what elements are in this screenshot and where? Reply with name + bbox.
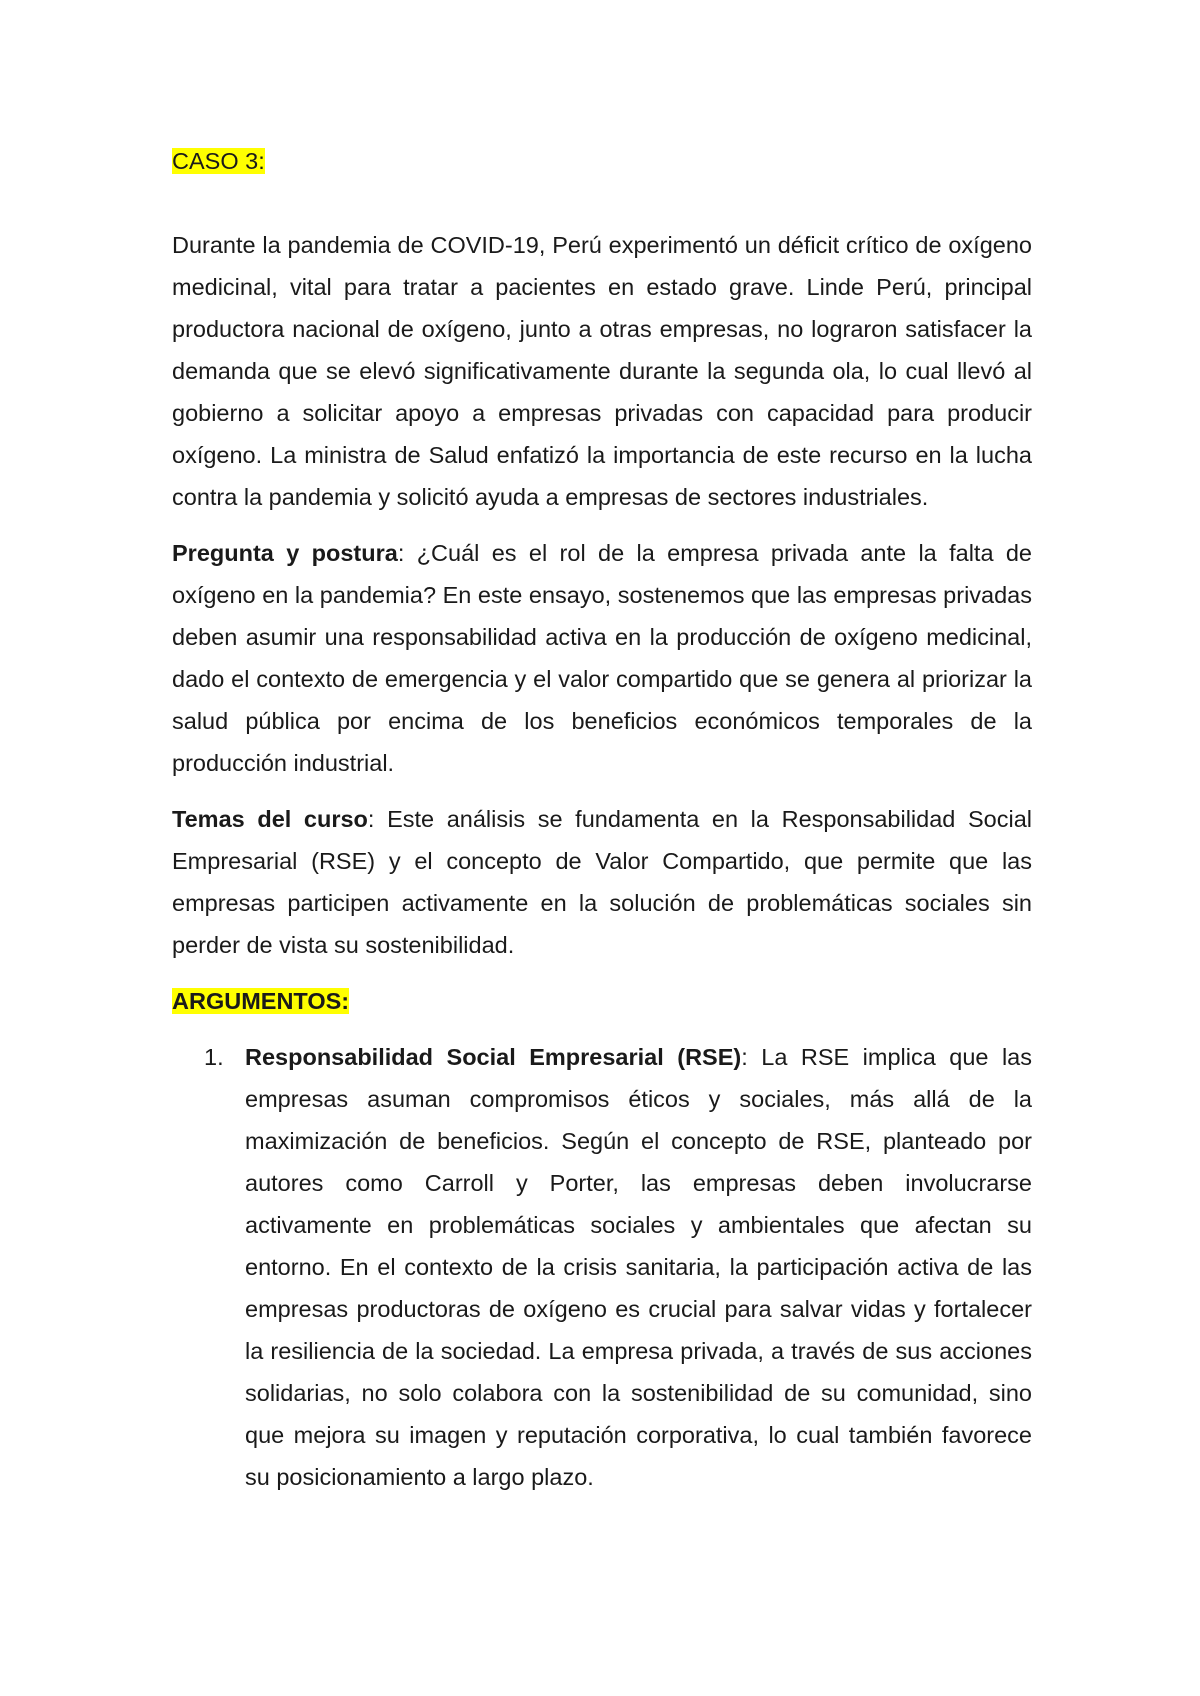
- question-label: Pregunta y postura: [172, 540, 398, 566]
- arguments-heading: [172, 980, 1032, 1022]
- topics-text: : Este análisis se fundamenta en la Responsabilidad Social Empresarial (RSE) y el concepto de Valor Compartido, que permite que las empresas participen activamente en la solución de problemáticas sociales sin perder de vista su sostenibilidad.: [172, 806, 1032, 958]
- argument-text: : La RSE implica que las empresas asuman compromisos éticos y sociales, más allá de la maximización de beneficios. Según el concepto de RSE, planteado por autores como Carroll y Porter, las empresas deben involucrarse activamente en problemáticas sociales y ambientales que afectan su entorno. En el contexto de la crisis sanitaria, la participación activa de las empresas productoras de oxígeno es crucial para salvar vidas y fortalecer la resiliencia de la sociedad. La empresa privada, a través de sus acciones solidarias, no solo colabora con la sostenibilidad de su comunidad, sino que mejora su imagen y reputación corporativa, lo cual también favorece su posicionamiento a largo plazo.: [245, 1044, 1033, 1490]
- case-title: [172, 140, 1032, 182]
- topics-label: Temas del curso: [172, 806, 368, 832]
- case-title-text: CASO 3:: [172, 148, 265, 174]
- intro-paragraph: Durante la pandemia de COVID-19, Perú experimentó un déficit crítico de oxígeno medicinal, vital para tratar a pacientes en estado grave. Linde Perú, principal productora nacional de oxígeno, junto a otras empresas, no lograron satisfacer la demanda que se elevó significativamente durante la segunda ola, lo cual llevó al gobierno a solicitar apoyo a empresas privadas con capacidad para producir oxígeno. La ministra de Salud enfatizó la importancia de este recurso en la lucha contra la pandemia y solicitó ayuda a empresas de sectores industriales.: [172, 232, 1032, 510]
- topics-paragraph: [172, 798, 1032, 966]
- document-body: [172, 140, 1032, 1498]
- question-paragraph: [172, 532, 1032, 784]
- argument-item: [172, 1036, 1032, 1498]
- argument-label: Responsabilidad Social Empresarial (RSE): [245, 1044, 742, 1070]
- argument-paragraph: [245, 1036, 1032, 1498]
- blank-line: [172, 182, 1032, 224]
- argument-number: 1.: [204, 1044, 224, 1070]
- question-text: : ¿Cuál es el rol de la empresa privada ante la falta de oxígeno en la pandemia? En este ensayo, sostenemos que las empresas privadas deben asumir una responsabilidad activa en la producción de oxígeno medicinal, dado el contexto de emergencia y el valor compartido que se genera al priorizar la salud pública por encima de los beneficios económicos temporales de la producción industrial.: [172, 540, 1033, 776]
- arguments-heading-text: ARGUMENTOS:: [172, 988, 350, 1014]
